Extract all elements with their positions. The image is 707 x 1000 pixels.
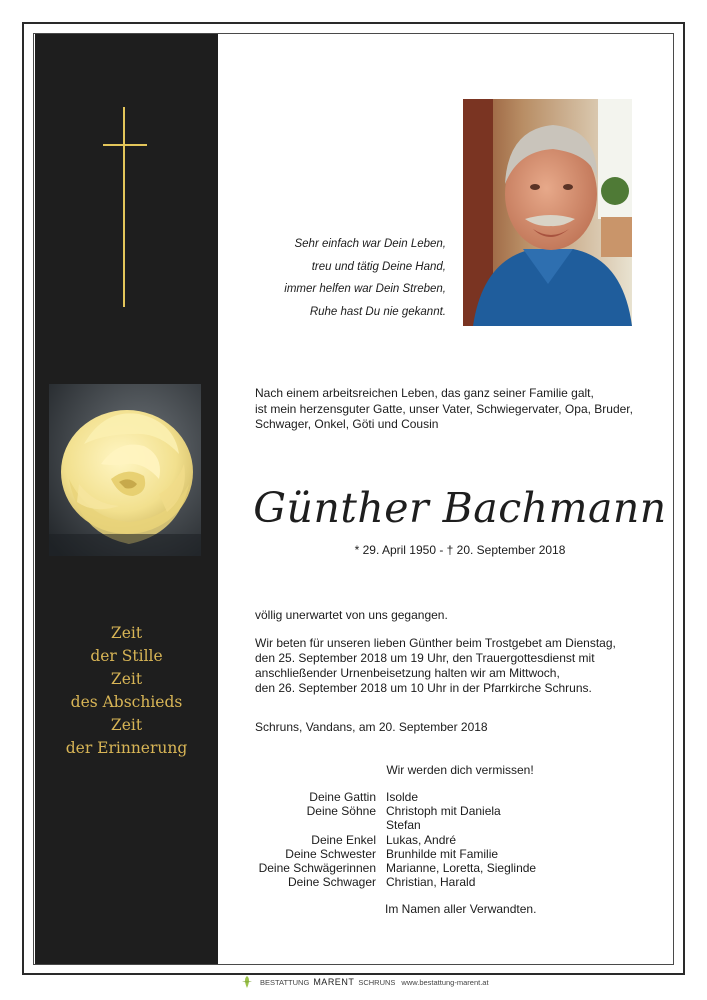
poem-line: Ruhe hast Du nie gekannt. [309,305,446,318]
portrait-photo [463,99,632,326]
service-line: Wir beten für unseren lieben Günther beim Trostgebet am Dienstag, [255,636,616,650]
motto-line: des Abschieds [70,693,183,711]
poem-line: Sehr einfach war Dein Leben, [294,238,446,250]
footer [240,974,489,990]
rose-photo [49,384,201,556]
mourner-row [240,875,536,889]
mourner-names: Brunhilde mit Familie [386,846,499,861]
closing-text: Im Namen aller Verwandten. [385,902,537,916]
mourner-relation [240,818,386,832]
intro-line: ist mein herzensguter Gatte, unser Vater, Schwiegervater, Opa, Bruder, [255,401,633,416]
mourner-names: Isolde [386,790,419,804]
mourner-relation: Deine Gattin [309,790,376,804]
sidebar-motto [35,622,218,760]
poem-line: immer helfen war Dein Streben, [284,283,446,295]
footer-town: SCHRUNS [358,977,396,987]
mourner-relation: Deine Schwägerinnen [258,861,376,876]
mourner-list [240,790,536,889]
passed-line: völlig unerwartet von uns gegangen. [255,608,448,622]
passed-text [255,608,448,623]
service-line: den 25. September 2018 um 19 Uhr, den Trauergottesdienst mit [255,651,595,665]
service-line: anschließender Urnenbeisetzung halten wir am Mittwoch, [255,666,560,680]
mourner-row [240,833,536,847]
life-dates: * 29. April 1950 - † 20. September 2018 [354,543,566,557]
mourner-row [240,861,536,875]
motto-line: der Erinnerung [65,739,188,757]
mourner-names: Stefan [386,818,421,833]
motto-line: der Stille [90,647,163,665]
cross-icon-bar [103,144,147,146]
mourner-relation: Deine Enkel [311,832,376,847]
footer-brand: MARENT [313,977,355,987]
motto-line: Zeit [110,670,143,688]
intro-line: Schwager, Onkel, Göti und Cousin [255,417,439,431]
mourner-row [240,804,536,818]
missed-text: Wir werden dich vermissen! [386,763,534,777]
mourner-names: Christoph mit Daniela [386,804,501,819]
mourner-relation: Deine Schwester [285,846,376,861]
footer-url[interactable]: www.bestattung-marent.at [401,977,489,987]
footer-prefix: BESTATTUNG [260,977,310,987]
mourner-row [240,818,536,832]
motto-line: Zeit [110,624,143,642]
mourner-names: Marianne, Loretta, Sieglinde [386,861,537,876]
service-text [255,636,616,696]
motto-line: Zeit [110,716,143,734]
mourner-row [240,847,536,861]
funeral-logo-icon [240,975,254,989]
deceased-name: Günther Bachmann [253,484,667,532]
place-date [255,720,488,735]
mourner-relation: Deine Schwager [287,875,376,890]
poem-line: treu und tätig Deine Hand, [311,260,446,273]
mourner-row [240,790,536,804]
intro-text [255,386,665,433]
service-line: den 26. September 2018 um 10 Uhr in der Pfarrkirche Schruns. [255,681,592,695]
mourner-names: Lukas, André [386,832,457,847]
intro-line: Nach einem arbeitsreichen Leben, das ganz seiner Familie galt, [255,386,594,400]
cross-icon [123,107,125,307]
mourner-names: Christian, Harald [386,875,476,890]
mourner-relation: Deine Söhne [306,804,376,819]
poem [240,233,446,323]
place-date-line: Schruns, Vandans, am 20. September 2018 [255,720,488,734]
